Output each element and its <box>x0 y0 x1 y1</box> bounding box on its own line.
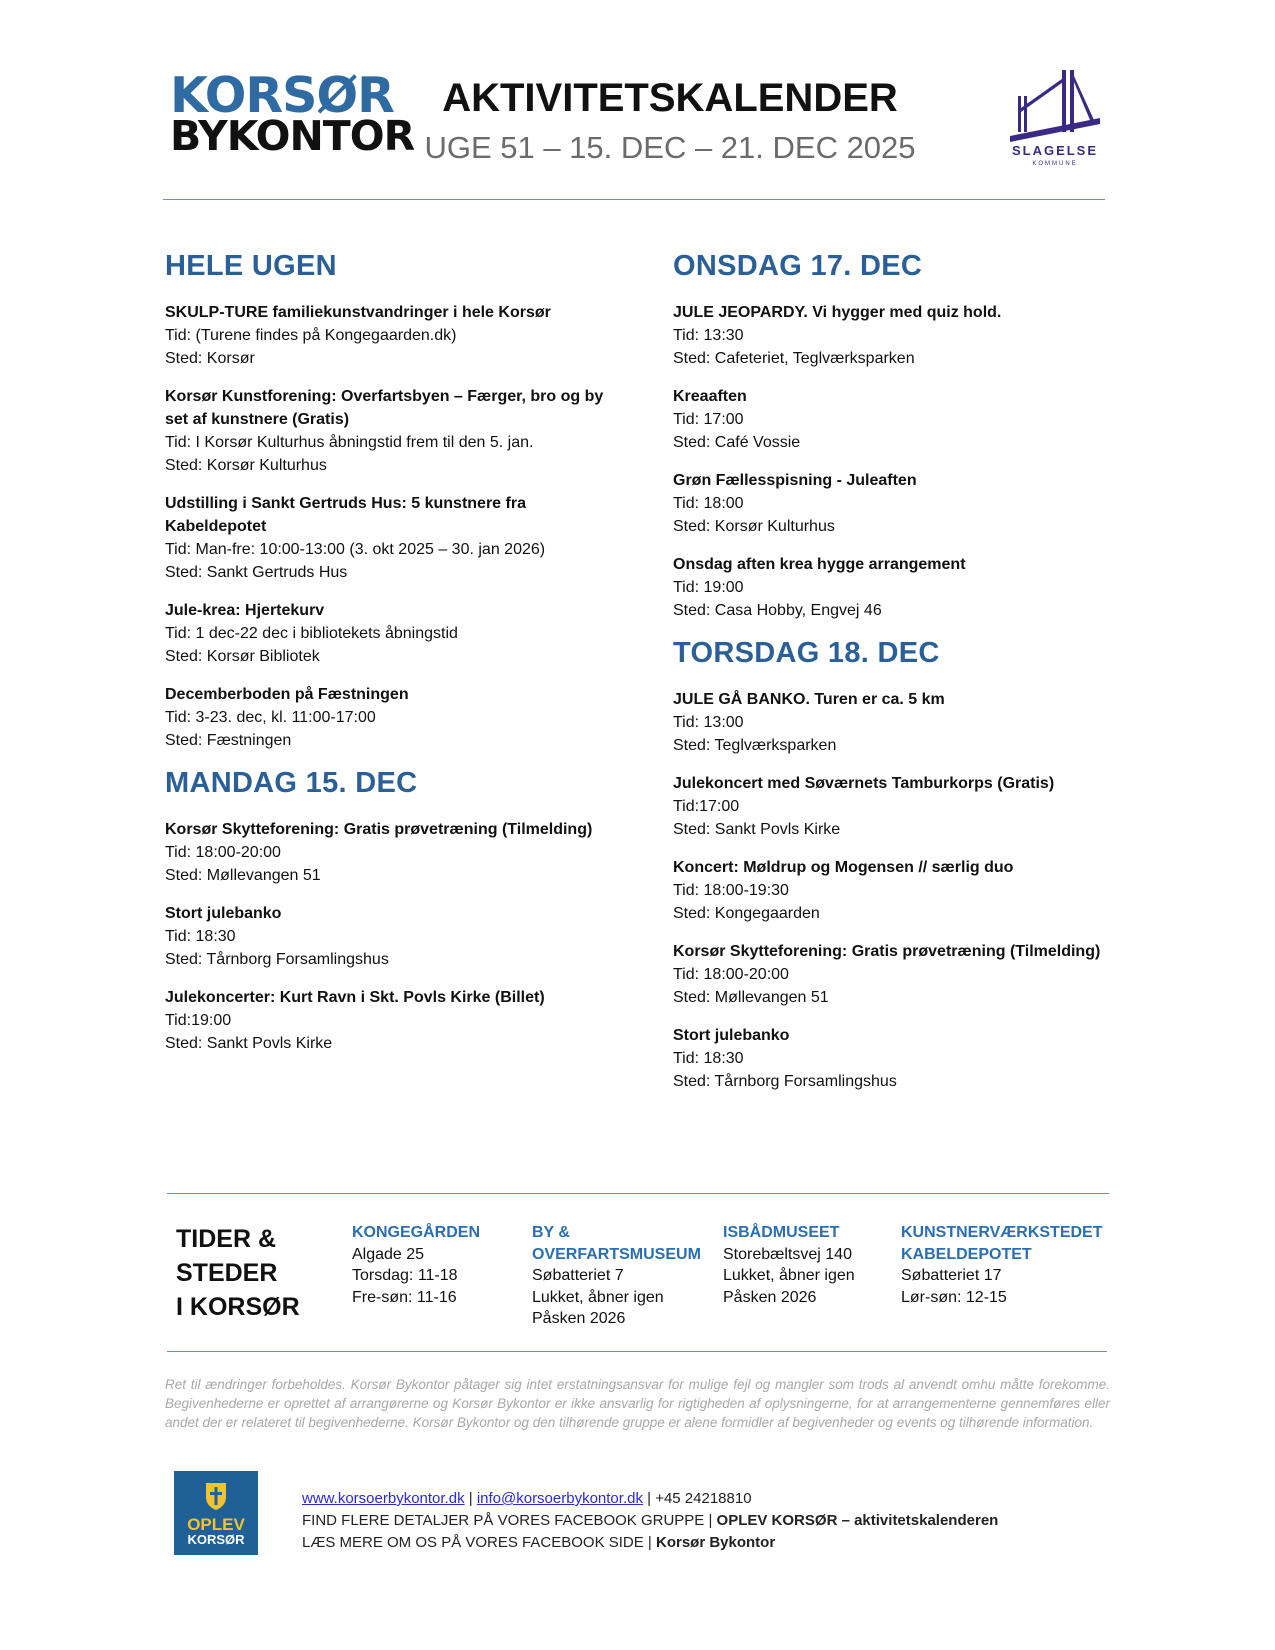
event-title: JULE GÅ BANKO. Turen er ca. 5 km <box>673 691 945 708</box>
event-time: Tid: 13:30 <box>673 327 744 344</box>
facebook-group-text: FIND FLERE DETALJER PÅ VORES FACEBOOK GRUPPE | <box>302 1512 717 1529</box>
venue-line: Søbatteriet 17 <box>901 1267 1002 1284</box>
event-title: JULE JEOPARDY. Vi hygger med quiz hold. <box>673 304 1002 321</box>
event-title: Julekoncert med Søværnets Tamburkorps (Gratis) <box>673 775 1055 792</box>
event-time: Tid: Man-fre: 10:00-13:00 (3. okt 2025 – 30. jan 2026) <box>165 541 546 558</box>
page-title: AKTIVITETSKALENDER <box>442 76 898 120</box>
venue-kongegaarden <box>352 1222 480 1308</box>
event-time: Tid: 18:30 <box>673 1050 744 1067</box>
page-subtitle: UGE 51 – 15. DEC – 21. DEC 2025 <box>424 130 916 165</box>
event-time: Tid: 19:00 <box>673 579 744 596</box>
venue-line: Lukket, åbner igen <box>532 1288 664 1306</box>
event-place: Sted: Tårnborg Forsamlingshus <box>165 951 389 968</box>
day-section <box>165 767 605 1055</box>
event-place: Sted: Café Vossie <box>673 434 801 451</box>
event-time: Tid: 3-23. dec, kl. 11:00-17:00 <box>165 709 376 726</box>
logo-line-1: KORSØR <box>170 67 394 124</box>
day-section <box>673 250 1113 622</box>
event-place: Sted: Sankt Gertruds Hus <box>165 564 348 581</box>
venue-line: Algade 25 <box>352 1245 425 1263</box>
event-place: Sted: Fæstningen <box>165 732 292 749</box>
event-item <box>165 818 605 887</box>
slagelse-sub: KOMMUNE <box>1032 161 1078 167</box>
event-title: Udstilling i Sankt Gertruds Hus: 5 kunstnere fra Kabeldepotet <box>165 495 526 535</box>
event-time: Tid: 18:00 <box>673 495 744 512</box>
event-title: SKULP-TURE familiekunstvandringer i hele Korsør <box>165 304 551 321</box>
header-divider <box>163 199 1105 200</box>
event-time: Tid:19:00 <box>165 1012 232 1029</box>
event-title: Kreaaften <box>673 388 747 405</box>
event-title: Stort julebanko <box>673 1027 790 1044</box>
event-time: Tid: (Turene findes på Kongegaarden.dk) <box>165 327 457 344</box>
event-place: Sted: Teglværksparken <box>673 737 837 754</box>
event-item <box>165 492 605 584</box>
event-item <box>673 772 1113 841</box>
event-time: Tid: 18:00-20:00 <box>165 844 281 861</box>
day-heading: ONSDAG 17. DEC <box>673 250 923 282</box>
info-heading-line: TIDER & <box>176 1225 276 1253</box>
contact-line-3 <box>302 1532 998 1554</box>
event-item <box>673 1024 1113 1093</box>
contact-line-2 <box>302 1510 998 1532</box>
venue-name: KONGEGÅRDEN <box>352 1224 481 1241</box>
info-bottom-divider <box>167 1351 1107 1352</box>
event-title: Decemberboden på Fæstningen <box>165 686 409 703</box>
slagelse-name: SLAGELSE <box>1011 143 1099 158</box>
event-title: Korsør Skytteforening: Gratis prøvetræning (Tilmelding) <box>165 821 593 838</box>
event-title: Onsdag aften krea hygge arrangement <box>673 556 966 573</box>
event-title: Korsør Skytteforening: Gratis prøvetræning (Tilmelding) <box>673 943 1101 960</box>
event-time: Tid: 1 dec-22 dec i bibliotekets åbningstid <box>165 625 458 642</box>
event-time: Tid: 18:00-20:00 <box>673 966 789 983</box>
event-place: Sted: Korsør Kulturhus <box>165 457 327 474</box>
venue-name: KUNSTNERVÆRKSTEDET <box>901 1224 1103 1241</box>
event-place: Sted: Korsør Kulturhus <box>673 518 835 535</box>
event-time: Tid: 17:00 <box>673 411 744 428</box>
event-item <box>673 688 1113 757</box>
facebook-page-name: Korsør Bykontor <box>655 1534 776 1551</box>
venue-line: Torsdag: 11-18 <box>352 1267 458 1284</box>
right-column <box>673 250 1113 1108</box>
venue-name: ISBÅDMUSEET <box>723 1224 840 1241</box>
event-item <box>673 940 1113 1009</box>
venue-line: Lør-søn: 12-15 <box>901 1288 1007 1306</box>
facebook-page-text: LÆS MERE OM OS PÅ VORES FACEBOOK SIDE | <box>302 1534 656 1551</box>
event-place: Sted: Møllevangen 51 <box>165 867 321 884</box>
event-item <box>165 986 605 1055</box>
event-item <box>165 683 605 752</box>
event-place: Sted: Møllevangen 51 <box>673 989 829 1006</box>
event-time: Tid: 18:30 <box>165 928 236 945</box>
event-item <box>165 301 605 370</box>
event-place: Sted: Sankt Povls Kirke <box>673 821 841 838</box>
event-item <box>673 553 1113 622</box>
venue-line: Storebæltsvej 140 <box>723 1245 852 1263</box>
day-section <box>165 250 605 752</box>
logo-line-2: BYKONTOR <box>170 112 415 161</box>
info-heading-line: I KORSØR <box>176 1293 300 1321</box>
venue-name: OVERFARTSMUSEUM <box>532 1245 701 1263</box>
event-title: Korsør Kunstforening: Overfartsbyen – Færger, bro og by set af kunstnere (Gratis) <box>165 388 604 428</box>
event-item <box>165 599 605 668</box>
oplev-korsor-badge <box>174 1471 258 1555</box>
slagelse-bridge-logo <box>1010 68 1100 176</box>
event-place: Sted: Sankt Povls Kirke <box>165 1035 333 1052</box>
event-place: Sted: Korsør <box>165 350 255 367</box>
venue-line: Søbatteriet 7 <box>532 1267 624 1284</box>
korsor-bykontor-logo <box>170 67 415 161</box>
day-heading: TORSDAG 18. DEC <box>673 637 940 669</box>
info-top-divider <box>167 1193 1109 1194</box>
event-item <box>673 385 1113 454</box>
event-item <box>165 902 605 971</box>
venue-line: Påsken 2026 <box>723 1288 817 1306</box>
event-place: Sted: Korsør Bibliotek <box>165 648 320 665</box>
contact-block <box>302 1488 998 1554</box>
event-time: Tid: 18:00-19:30 <box>673 882 789 899</box>
email-link[interactable]: info@korsoerbykontor.dk <box>476 1490 643 1507</box>
event-item <box>673 301 1113 370</box>
contact-line-1 <box>302 1488 998 1510</box>
event-place: Sted: Kongegaarden <box>673 905 820 922</box>
event-title: Julekoncerter: Kurt Ravn i Skt. Povls Kirke (Billet) <box>165 989 545 1006</box>
venue-line: Påsken 2026 <box>532 1310 626 1327</box>
disclaimer-text: Ret til ændringer forbeholdes. Korsør Bykontor påtager sig intet erstatningsansvar for mulige fejl og mangler som trods al anvendt omhu måtte forekomme. Begivenhederne er oprettet af arrangørerne og Korsør Bykontor er ikke ansvarlig for rigtigheden af oplysningerne, for at arrangementerne gennemføres eller andet der er relateret til begivenhederne. Korsør Bykontor og den tilhørende gruppe er alene formidler af begivenheder og events og tilhørende information. <box>165 1377 1110 1430</box>
badge-line-2: KORSØR <box>187 1532 245 1547</box>
info-heading-line: STEDER <box>176 1259 278 1287</box>
event-item <box>165 385 605 477</box>
shield-icon <box>204 1481 228 1511</box>
event-place: Sted: Cafeteriet, Teglværksparken <box>673 350 915 367</box>
event-item <box>673 856 1113 925</box>
venue-name: KABELDEPOTET <box>901 1245 1032 1263</box>
venue-line: Fre-søn: 11-16 <box>352 1288 457 1306</box>
event-place: Sted: Casa Hobby, Engvej 46 <box>673 602 882 619</box>
website-link[interactable]: www.korsoerbykontor.dk <box>302 1490 465 1507</box>
event-time: Tid:17:00 <box>673 798 740 815</box>
day-section <box>673 637 1113 1093</box>
venue-overfartsmuseum <box>532 1222 701 1330</box>
venue-line: Lukket, åbner igen <box>723 1267 855 1284</box>
event-title: Koncert: Møldrup og Mogensen // særlig duo <box>673 859 1014 876</box>
info-heading <box>176 1222 300 1324</box>
event-title: Grøn Fællesspisning - Juleaften <box>673 472 917 489</box>
phone-number: | +45 24218810 <box>642 1490 752 1507</box>
event-title: Stort julebanko <box>165 905 282 922</box>
facebook-group-suffix: – aktivitetskalenderen <box>837 1512 999 1529</box>
day-heading: HELE UGEN <box>165 250 337 282</box>
facebook-group-name: OPLEV KORSØR <box>716 1512 838 1529</box>
day-heading: MANDAG 15. DEC <box>165 767 418 799</box>
contact-separator: | <box>464 1490 477 1507</box>
left-column <box>165 250 605 1070</box>
venue-kabeldepotet <box>901 1222 1103 1308</box>
venue-isbaadmuseet <box>723 1222 855 1308</box>
event-time: Tid: 13:00 <box>673 714 744 731</box>
event-time: Tid: I Korsør Kulturhus åbningstid frem til den 5. jan. <box>165 434 534 451</box>
event-place: Sted: Tårnborg Forsamlingshus <box>673 1073 897 1090</box>
event-title: Jule-krea: Hjertekurv <box>165 602 325 619</box>
event-item <box>673 469 1113 538</box>
venue-name: BY & <box>532 1224 570 1241</box>
badge-line-1: OPLEV <box>187 1515 245 1534</box>
